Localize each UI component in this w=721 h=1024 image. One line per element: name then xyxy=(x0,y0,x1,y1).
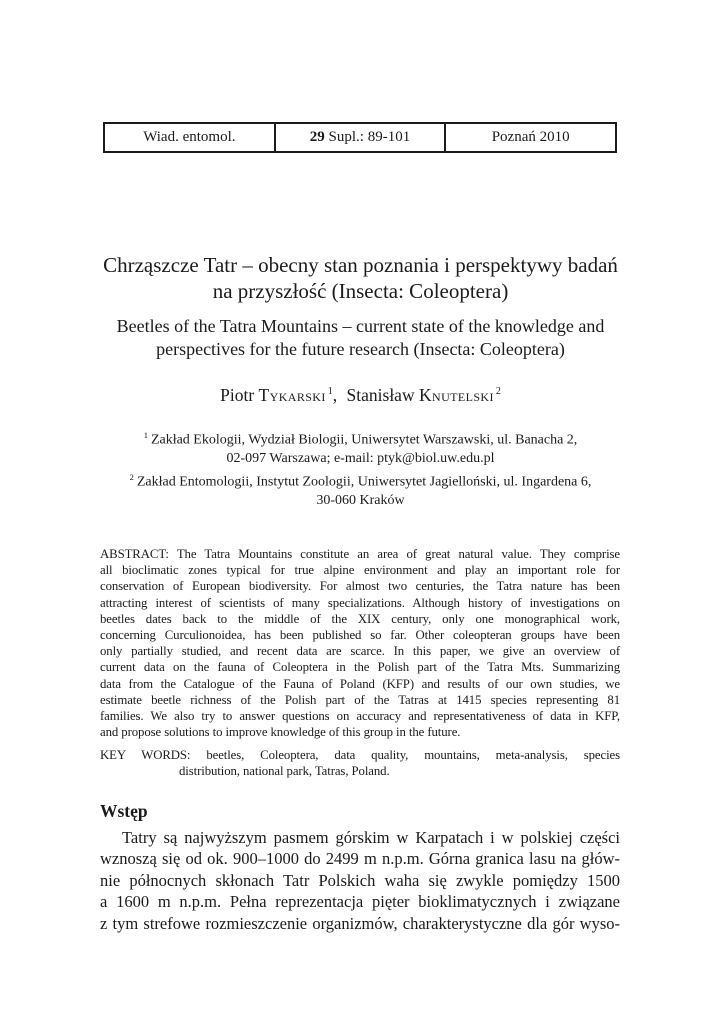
journal-name-cell xyxy=(105,124,274,151)
section-heading-wstep: Wstęp xyxy=(100,801,148,821)
text-line: Tatry są najwyższym pasmem górskim w Karpatach i w polskiej części xyxy=(122,828,620,847)
affiliation-1 xyxy=(70,426,651,468)
abstract-paragraph xyxy=(100,546,620,740)
text-line: wznoszą się od ok. 900–1000 do 2499 m n.p.m. Górna granica lasu na głów- xyxy=(100,849,620,869)
volume-number: 29 xyxy=(309,129,325,145)
text-line: nie północnych skłonach Tatr Polskich waha się zwykle pomiędzy 1500 xyxy=(100,870,620,890)
text-line: perspectives for the future research (Insecta: Coleoptera) xyxy=(156,338,565,359)
text-line: KEY WORDS: beetles, Coleoptera, data quality, mountains, meta-analysis, species xyxy=(100,748,620,762)
text-line: attracting interest of scientists of many specializations. Although history of investigations on xyxy=(100,595,620,610)
affiliation-2-line-2: 30-060 Kraków xyxy=(316,492,405,508)
affiliation-1-marker: 1 xyxy=(143,430,148,440)
text-line: a 1600 m n.p.m. Pełna reprezentacja pięter bioklimatycznych i związane xyxy=(100,892,620,912)
text-line: conservation of European biodiversity. For almost two centuries, the Tatra nature has been xyxy=(100,579,620,594)
author-2-affiliation-ref: 2 xyxy=(495,386,501,398)
text-line: distribution, national park, Tatras, Poland. xyxy=(179,764,390,779)
volume-pages-cell xyxy=(274,124,445,151)
text-line: z tym strefowe rozmieszczenie organizmów, charakterystyczne dla gór wyso- xyxy=(100,913,620,933)
author-1-affiliation-ref: 1 xyxy=(327,386,333,398)
text-line: na przyszłość (Insecta: Coleoptera) xyxy=(212,278,509,303)
text-line: Chrząszcze Tatr – obecny stan poznania i perspektywy badań xyxy=(103,253,618,277)
pages-range: Supl.: 89-101 xyxy=(328,129,411,145)
title-english xyxy=(70,315,651,360)
text-line: beetles dates back to the middle of the XIX century, only one monographical work, xyxy=(100,611,620,626)
affiliation-1-line-2: 02-097 Warszawa; e-mail: ptyk@biol.uw.edu.pl xyxy=(226,450,495,466)
text-line: data from the Catalogue of the Fauna of Poland (KFP) and results of our own studies, we xyxy=(100,676,620,691)
title-polish xyxy=(70,253,651,304)
text-line: concerning Curculionoidea, has been published so far. Other coleopteran groups have been xyxy=(100,628,620,643)
journal-name: Wiad. entomol. xyxy=(143,129,236,145)
journal-header-table xyxy=(103,122,617,153)
text-line: families. We also try to answer questions on accuracy and representativeness of data in KFP, xyxy=(100,709,620,724)
author-1: Piotr Tykarski $^1$ xyxy=(220,385,333,405)
text-line: all bioclimatic zones typical for true alpine environment and play an important role for xyxy=(100,563,620,578)
affiliation-2-line-1: $^2$ Zakład Entomologii, Instytut Zoologii, Uniwersytet Jagielloński, ul. Ingardena 6, xyxy=(129,472,592,490)
place-year-cell xyxy=(444,124,615,151)
author-separator: , xyxy=(332,385,338,405)
affiliation-2 xyxy=(70,468,651,510)
place-year: Poznań 2010 xyxy=(491,129,570,145)
affiliation-1-line-1: $^1$ Zakład Ekologii, Wydział Biologii, Uniwersytet Warszawski, ul. Banacha 2, xyxy=(143,430,578,448)
intro-paragraph xyxy=(100,827,620,934)
text-line: ABSTRACT: The Tatra Mountains constitute an area of great natural value. They comprise xyxy=(100,547,620,561)
text-line: and propose solutions to improve knowledge of this group in the future. xyxy=(100,725,461,740)
author-2: Stanisław Knutelski $^2$ xyxy=(346,385,501,405)
text-line: only partially studied, and recent data are scarce. In this paper, we give an overview of xyxy=(100,644,620,659)
authors-line xyxy=(70,384,651,406)
affiliation-2-marker: 2 xyxy=(129,472,134,482)
text-line: current data on the fauna of Coleoptera in the Polish part of the Tatra Mts. Summarizing xyxy=(100,660,620,675)
keywords-paragraph xyxy=(100,747,620,779)
text-line: estimate beetle richness of the Polish part of the Tatras at 1415 species representing 81 xyxy=(100,692,620,707)
text-line: Beetles of the Tatra Mountains – current state of the knowledge and xyxy=(116,316,605,336)
